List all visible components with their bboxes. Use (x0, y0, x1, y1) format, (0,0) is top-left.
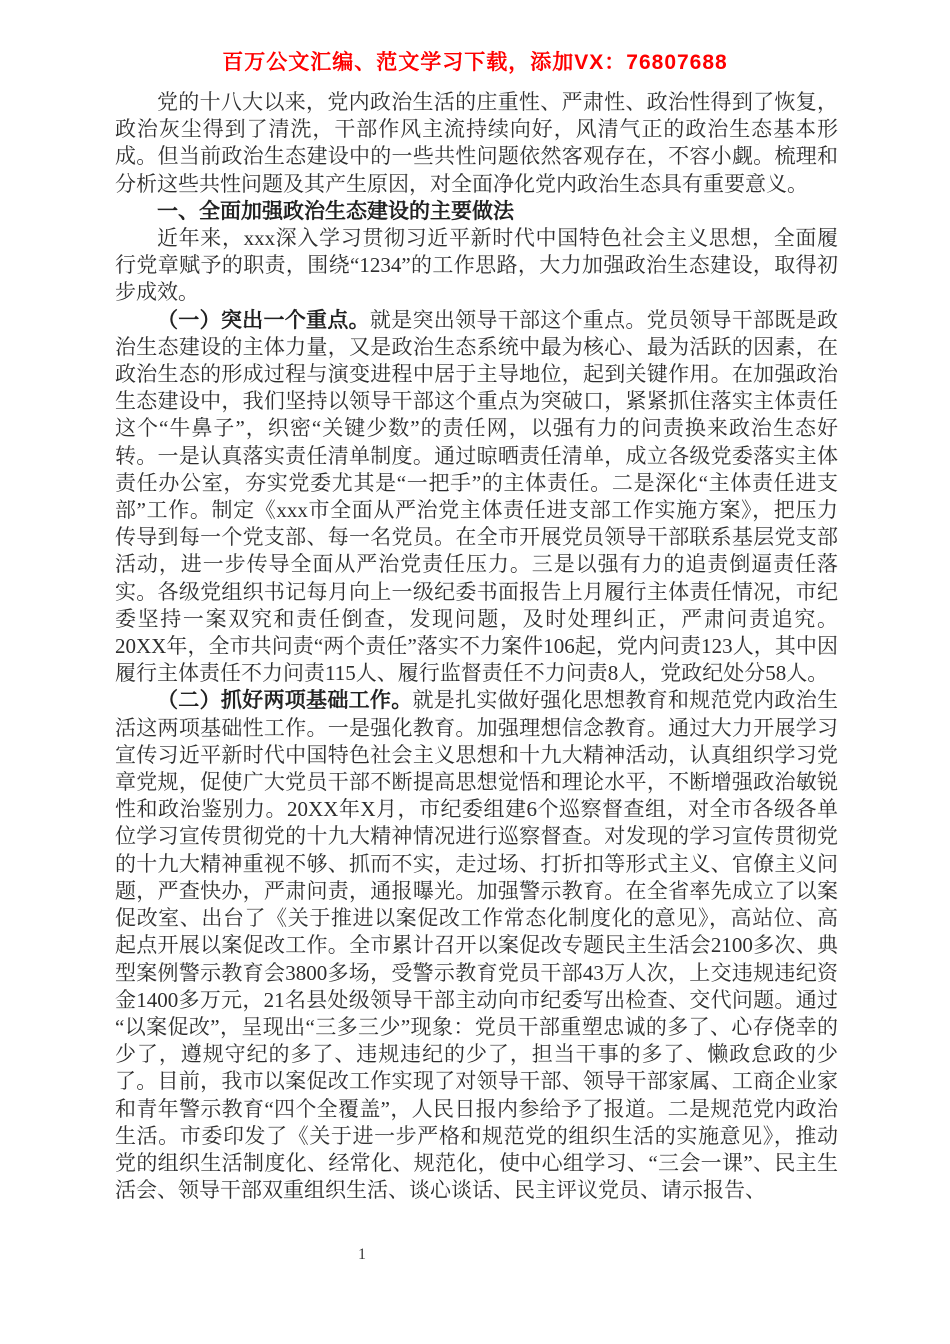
promo-header-text: 百万公文汇编、范文学习下载，添加VX：76807688 (222, 51, 728, 74)
intro-paragraph: 党的十八大以来，党内政治生活的庄重性、严肃性、政治性得到了恢复，政治灰尘得到了清洗，干部作风主流持续向好，风清气正的政治生态基本形成。但当前政治生态建设中的一些共性问题依然客观存在，不容小觑。梳理和分析这些共性问题及其产生原因，对全面净化党内政治生态具有重要意义。 (115, 90, 838, 196)
point-1-paragraph (115, 307, 838, 688)
section-1-intro-paragraph: 近年来，xxx深入学习贯彻习近平新时代中国特色社会主义思想，全面履行党章赋予的职责，围绕“1234”的工作思路，大力加强政治生态建设，取得初步成效。 (115, 226, 838, 305)
point-2-body: 就是扎实做好强化思想教育和规范党内政治生活这两项基础性工作。一是强化教育。加强理想信念教育。通过大力开展学习宣传习近平新时代中国特色社会主义思想和十九大精神活动，认真组织学习党章党规，促使广大党员干部不断提高思想觉悟和理论水平，不断增强政治敏锐性和政治鉴别力。20XX年X月，市纪委组建6个巡察督查组，对全市各级各单位学习宣传贯彻党的十九大精神情况进行巡察督查。对发现的学习宣传贯彻党的十九大精神重视不够、抓而不实，走过场、打折扣等形式主义、官僚主义问题，严查快办，严肃问责，通报曝光。加强警示教育。在全省率先成立了以案促改室、出台了《关于推进以案促改工作常态化制度化的意见》，高站位、高起点开展以案促改工作。全市累计召开以案促改专题民主生活会2100多次、典型案例警示教育会3800多场，受警示教育党员干部43万人次，上交违规违纪资金1400多万元，21名县处级领导干部主动向市纪委写出检查、交代问题。通过“以案促改”，呈现出“三多三少”现象：党员干部重塑忠诚的多了、心存侥幸的少了，遵规守纪的多了、违规违纪的少了，担当干事的多了、懒政怠政的少了。目前，我市以案促改工作实现了对领导干部、领导干部家属、工商企业家和青年警示教育“四个全覆盖”，人民日报内参给予了报道。二是规范党内政治生活。市委印发了《关于进一步严格和规范党的组织生活的实施意见》，推动党的组织生活制度化、经常化、规范化，使中心组学习、“三会一课”、民主生活会、领导干部双重组织生活、谈心谈话、民主评议党员、请示报告、 (115, 688, 838, 1203)
point-1-lead: （一）突出一个重点。 (157, 308, 370, 332)
point-1-body: 就是突出领导干部这个重点。党员领导干部既是政治生态建设的主体力量，又是政治生态系统中最为核心、最为活跃的因素，在政治生态的形成过程与演变进程中居于主导地位，起到关键作用。在加强政治生态建设中，我们坚持以领导干部这个重点为突破口，紧紧抓住落实主体责任这个“牛鼻子”，织密“关键少数”的责任网，以强有力的问责换来政治生态好转。一是认真落实责任清单制度。通过晾晒责任清单，成立各级党委落实主体责任办公室，夯实党委尤其是“一把手”的主体责任。二是深化“主体责任进支部”工作。制定《xxx市全面从严治党主体责任进支部工作实施方案》，把压力传导到每一个党支部、每一名党员。在全市开展党员领导干部联系基层党支部活动，进一步传导全面从严治党责任压力。三是以强有力的追责倒逼责任落实。各级党组织书记每月向上一级纪委书面报告上月履行主体责任情况，市纪委坚持一案双究和责任倒查，发现问题，及时处理纠正，严肃问责追究。20XX年，全市共问责“两个责任”落实不力案件106起，党内问责123人，其中因履行主体责任不力问责115人、履行监督责任不力问责8人，党政纪处分58人。 (115, 307, 839, 686)
point-2-lead: （二）抓好两项基础工作。 (157, 689, 413, 713)
point-2-paragraph (115, 687, 838, 1204)
document-body (115, 89, 838, 1204)
section-1-heading: 一、全面加强政治生态建设的主要做法 (157, 199, 514, 223)
page-number: 1 (358, 1246, 366, 1263)
